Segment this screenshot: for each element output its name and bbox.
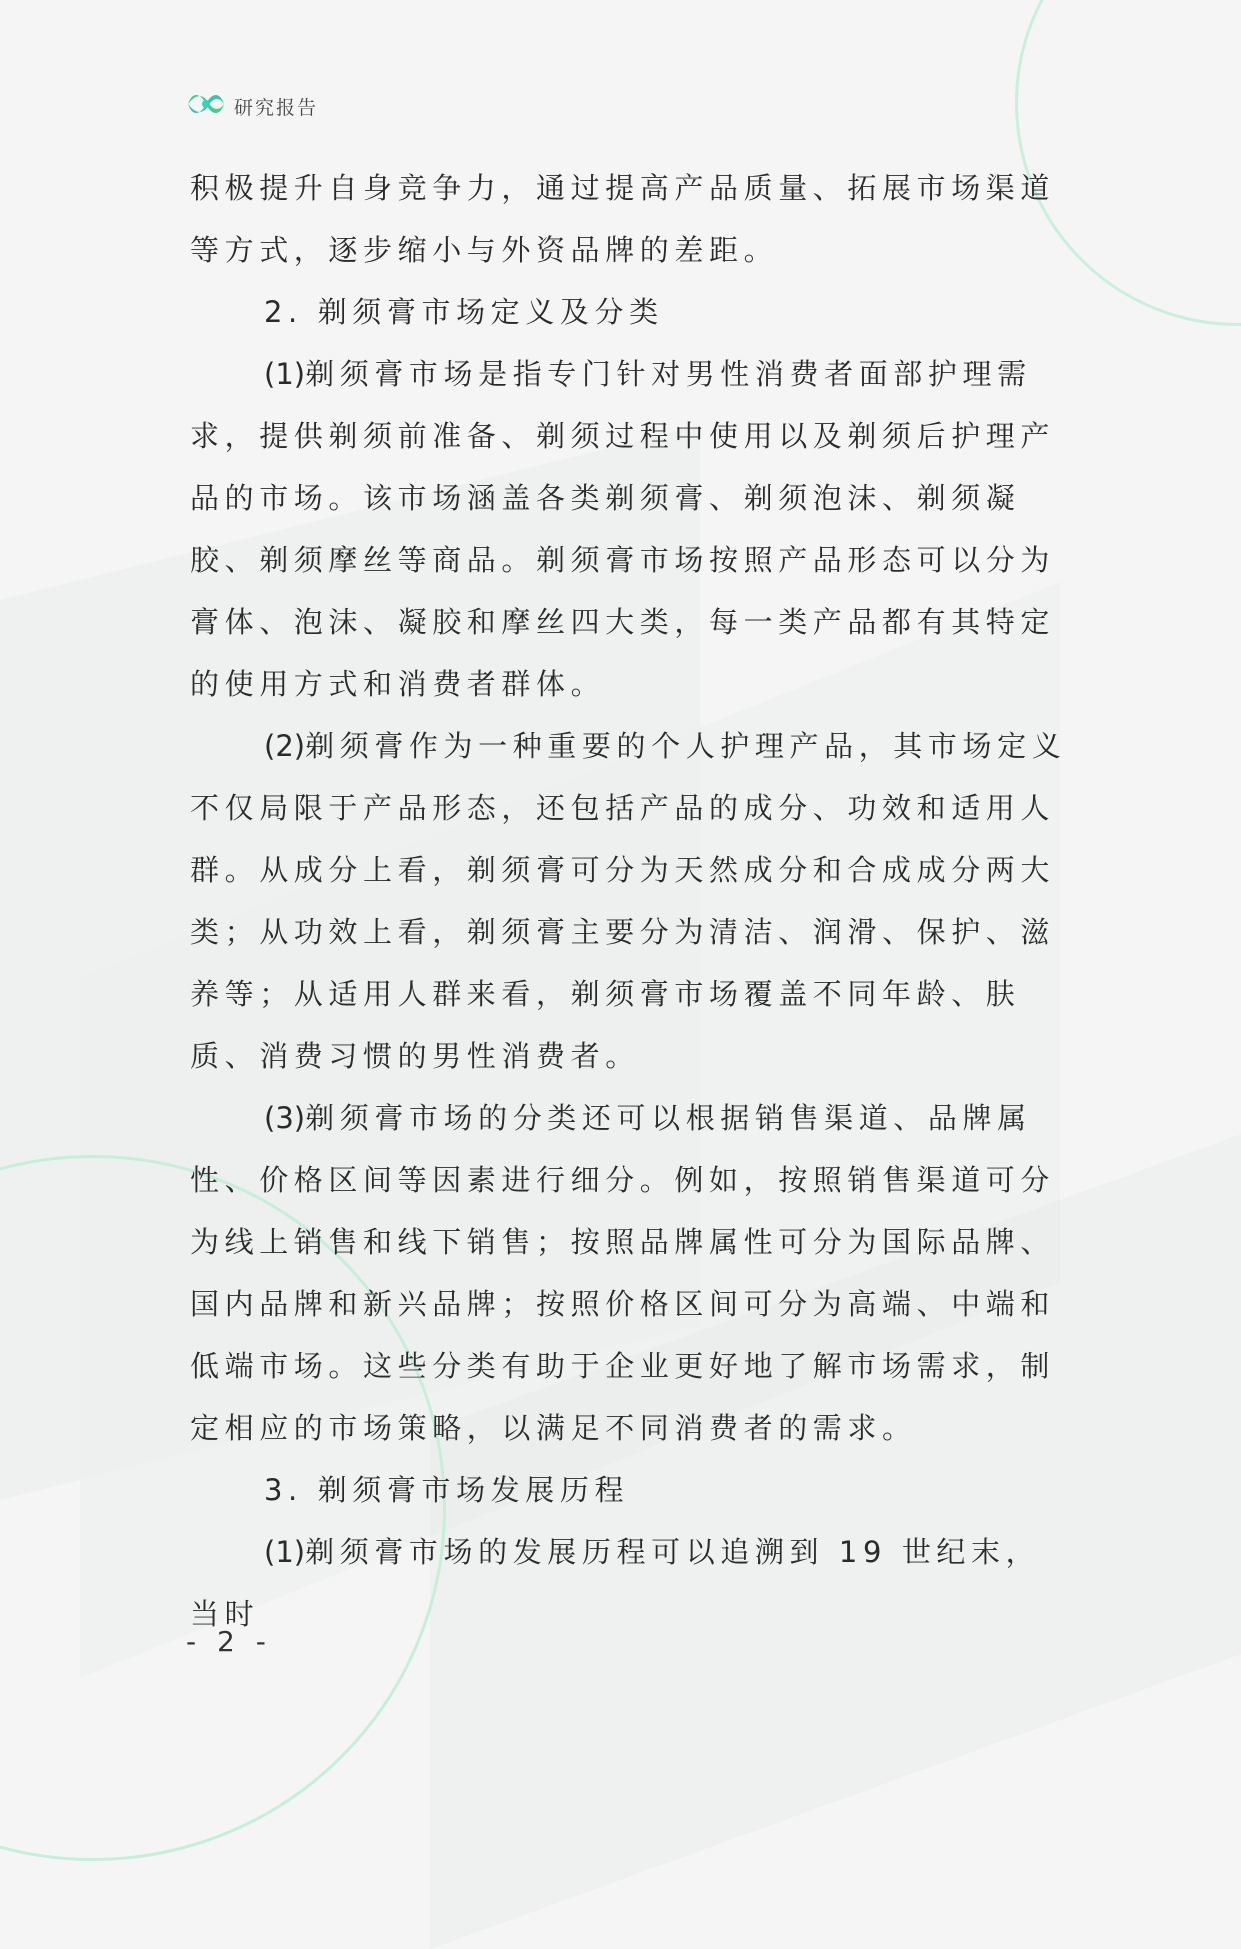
paragraph: (1)剃须膏市场是指专门针对男性消费者面部护理需求，提供剃须前准备、剃须过程中使用以及剃须后护理产品的市场。该市场涵盖各类剃须膏、剃须泡沫、剃须凝胶、剃须摩丝等商品。剃须膏市场按照产品形态可以分为膏体、泡沫、凝胶和摩丝四大类，每一类产品都有其特定的使用方式和消费者群体。 — [190, 357, 1056, 701]
paragraph: (1)剃须膏市场的发展历程可以追溯到 19 世纪末，当时 — [190, 1535, 1041, 1631]
paragraph: (3)剃须膏市场的分类还可以根据销售渠道、品牌属性、价格区间等因素进行细分。例如，按照销售渠道可分为线上销售和线下销售；按照品牌属性可分为国际品牌、国内品牌和新兴品牌；按照价格区间可分为高端、中端和低端市场。这些分类有助于企业更好地了解市场需求，制定相应的市场策略，以满足不同消费者的需求。 — [190, 1101, 1056, 1445]
page-number: - 2 - — [186, 1625, 272, 1658]
paragraph: (2)剃须膏作为一种重要的个人护理产品，其市场定义不仅局限于产品形态，还包括产品的成分、功效和适用人群。从成分上看，剃须膏可分为天然成分和合成成分两大类；从功效上看，剃须膏主要分为清洁、润滑、保护、滋养等；从适用人群来看，剃须膏市场覆盖不同年龄、肤质、消费习惯的男性消费者。 — [190, 729, 1067, 1073]
brand-logo-icon — [186, 88, 226, 124]
report-label: 研究报告 — [234, 96, 319, 119]
document-body — [190, 157, 1070, 1645]
section-heading: 3. 剃须膏市场发展历程 — [264, 1473, 630, 1507]
paragraph: 积极提升自身竞争力，通过提高产品质量、拓展市场渠道等方式，逐步缩小与外资品牌的差距。 — [190, 171, 1056, 267]
section-heading: 2. 剃须膏市场定义及分类 — [264, 295, 664, 329]
page-header — [186, 88, 318, 124]
